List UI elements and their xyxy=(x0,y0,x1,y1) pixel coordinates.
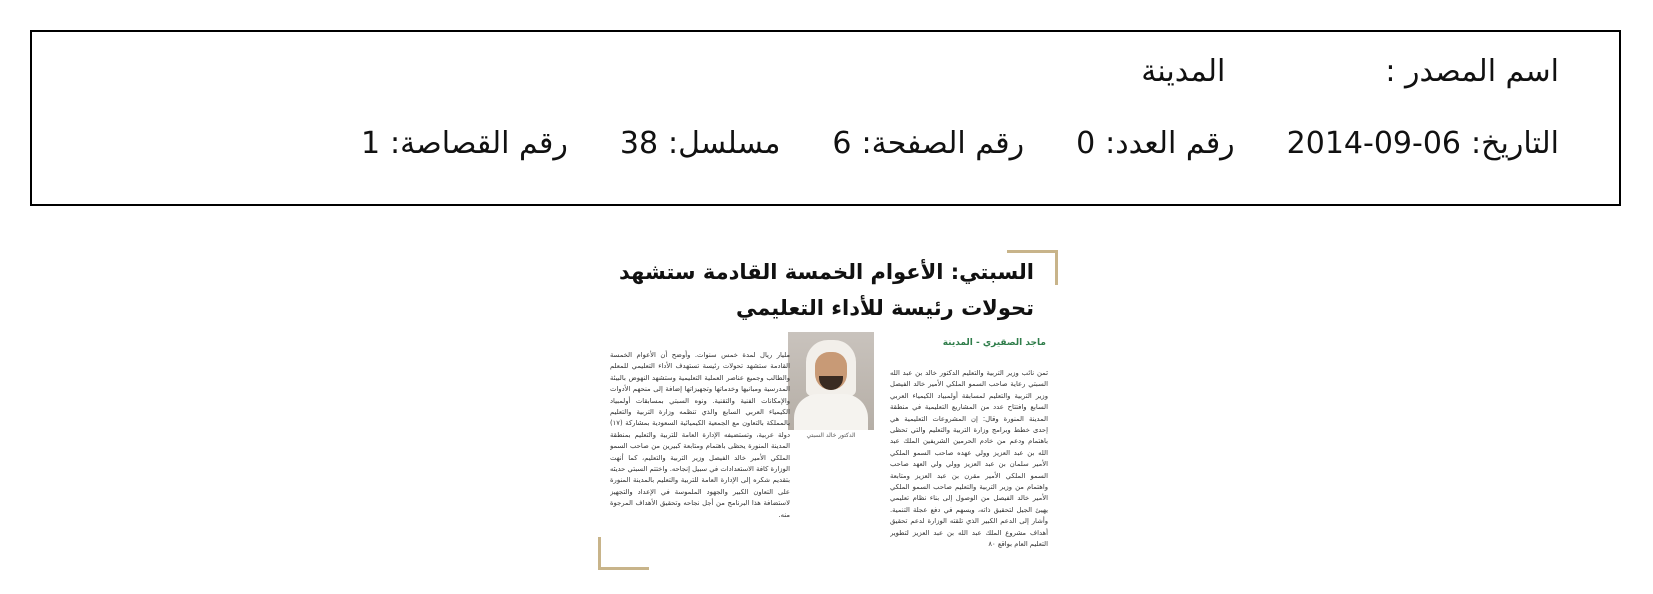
article-column-left: مليار ريال لمدة خمس سنوات. وأوضح أن الأعوام الخمسة القادمة ستشهد تحولات رئيسة تستهدف الأداء التعليمي للمعلم والطالب وجميع عناصر العملية التعليمية وستشهد النهوض بالبيئة المدرسية ومبانيها وخدماتها وتجهيزاتها إضافة إلى منحهم الأدوات والإمكانات الفنية والتقنية. ونوه السبتي بمسابقات أولمبياد الكيمياء العربي السابع والذي تنظمه وزارة التربية والتعليم بالمملكة بالتعاون مع الجمعية الكيميائية السعودية بمشاركة (١٧) دولة عربية، وتستضيفه الإدارة العامة للتربية والتعليم بمنطقة المدينة المنورة يحظى باهتمام ومتابعة كبيرين من صاحب السمو الملكي الأمير خالد الفيصل وزير التربية والتعليم، كما أنهت الوزارة كافة الاستعدادات في سبيل إنجاحه. واختتم السبتي حديثه بتقديم شكره إلى الإدارة العامة للتربية والتعليم بالمدينة المنورة على التعاون الكبير والجهود الملموسة في الإعداد والتجهيز لاستضافة هذا البرنامج من أجل نجاحه وتحقيق الأهداف المرجوة منه. xyxy=(610,351,790,519)
meta-row xyxy=(361,126,1559,161)
article-byline: ماجد الصقيري - المدينة xyxy=(942,338,1046,348)
issue-label: رقم العدد: xyxy=(1105,126,1235,161)
article-column-right: ثمن نائب وزير التربية والتعليم الدكتور خالد بن عبد الله السبتي رعاية صاحب السمو الملكي الأمير خالد الفيصل وزير التربية والتعليم لمسابقة أولمبياد الكيمياء العربي السابع وافتتاح عدد من المشاريع التعليمية في منطقة المدينة المنورة وقال: إن المشروعات التعليمية هي إحدى خطط وبرامج وزارة التربية والتعليم والتي تحظى باهتمام ودعم من خادم الحرمين الشريفين الملك عبد الله بن عبد العزيز وولي عهده صاحب السمو الملكي الأمير سلمان بن عبد العزيز وولي ولي العهد صاحب السمو الملكي الأمير مقرن بن عبد العزيز ومتابعة واهتمام من وزير التربية والتعليم صاحب السمو الملكي الأمير خالد الفيصل من الوصول إلى بناء نظام تعليمي يهيئ الجيل لتحقيق ذاته، ويسهم في دفع عجلة التنمية. وأشار إلى الدعم الكبير الذي تلقته الوزارة لدعم تحقيق أهداف مشروع الملك عبد الله بن عبد العزيز لتطوير التعليم العام بواقع ٨٠ xyxy=(890,369,1048,549)
portrait-photo xyxy=(788,332,874,430)
source-row xyxy=(1141,54,1559,89)
photo-caption: الدكتور خالد السبتي xyxy=(806,432,856,439)
clipping-info-box xyxy=(30,30,1621,206)
clip-number-label: رقم القصاصة: xyxy=(390,126,568,161)
clip-number-value: 1 xyxy=(360,126,381,161)
page-label: رقم الصفحة: xyxy=(861,126,1025,161)
source-label: اسم المصدر : xyxy=(1385,54,1559,89)
issue-value: 0 xyxy=(1076,126,1096,161)
serial-value: 38 xyxy=(619,126,659,161)
serial-label: مسلسل: xyxy=(668,126,781,161)
date-value: 2014-09-06 xyxy=(1286,126,1462,161)
garment-shape xyxy=(794,394,868,430)
source-value: المدينة xyxy=(1141,54,1226,89)
page-value: 6 xyxy=(832,126,852,161)
date-label: التاريخ: xyxy=(1471,126,1559,161)
article-headline: السبتي: الأعوام الخمسة القادمة ستشهد تحولات رئيسة للأداء التعليمي xyxy=(618,260,1034,320)
newspaper-clipping xyxy=(598,250,1058,570)
